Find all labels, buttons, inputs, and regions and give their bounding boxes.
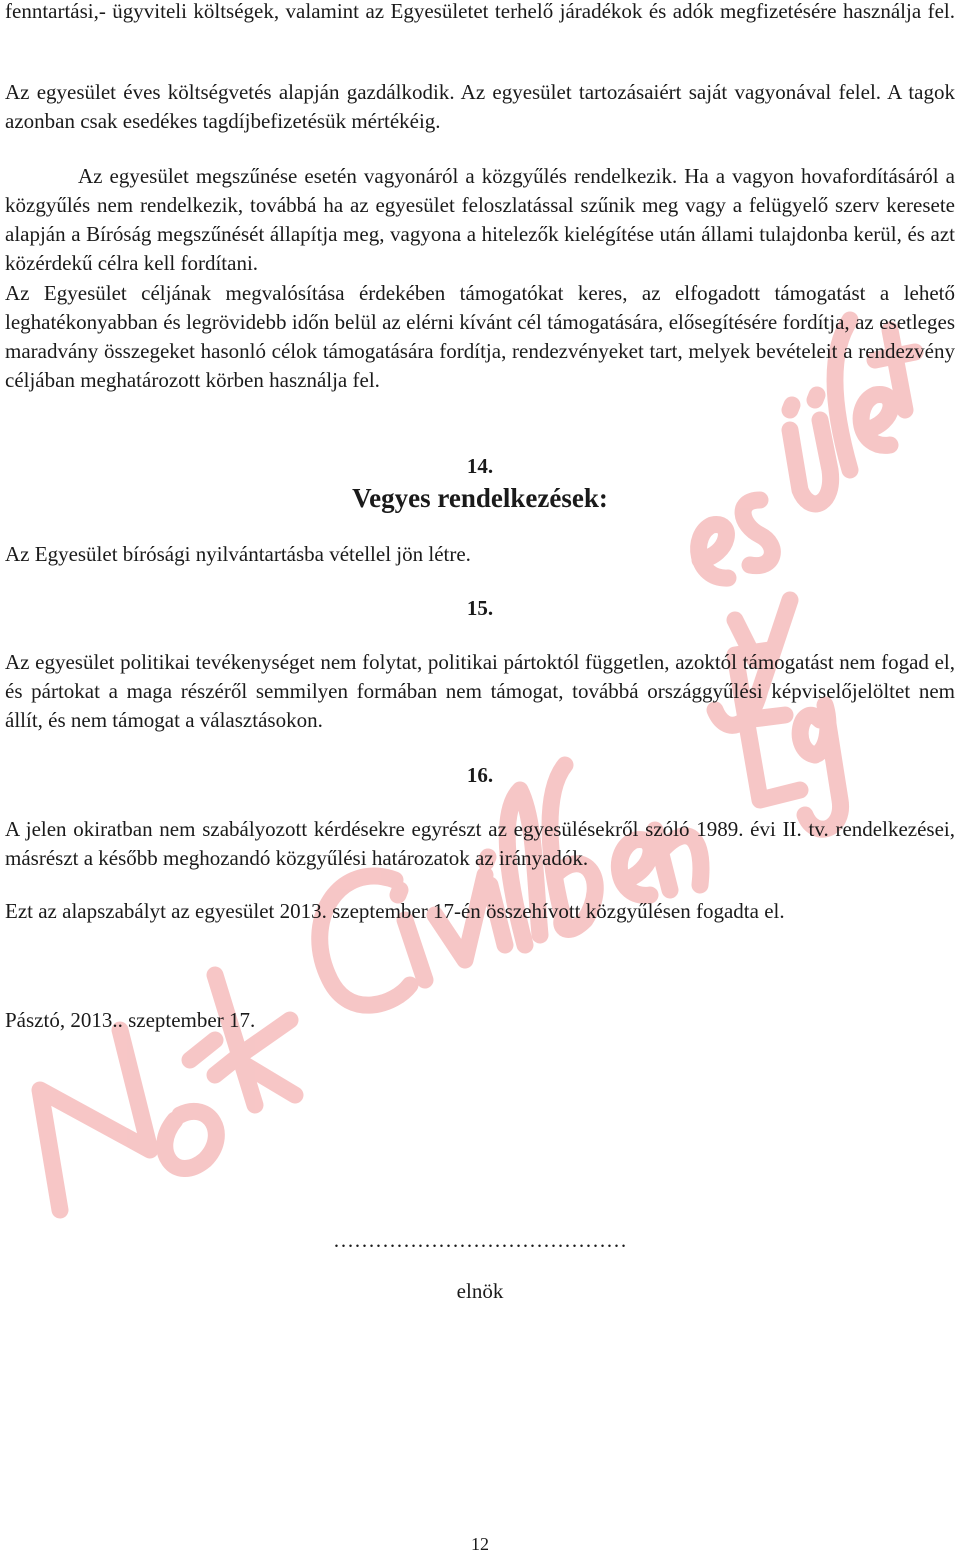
- section-number-14: 14.: [466, 454, 494, 478]
- section-title-miscellaneous: Vegyes rendelkezések:: [352, 483, 608, 513]
- paragraph-adoption: Ezt az alapszabályt az egyesület 2013. szeptember 17-én összehívott közgyűlésen fogadta el.: [5, 899, 785, 923]
- paragraph-dissolution: Az egyesület megszűnése esetén vagyonáról a közgyűlés rendelkezik. Ha a vagyon hovafordításáról a közgyűlés nem rendelkezik, továbbá ha az egyesület feloszlatással szűnik meg vagy a felügyelő szerv keresete alapján a Bíróság megszűnését állapítja meg, vagyona a hitelezők kielégítése után állami tulajdonba kerül, és azt közérdekű célra kell fordítani.: [5, 164, 955, 275]
- paragraph-sponsors: Az Egyesület céljának megvalósítása érdekében támogatókat keres, az elfogadott támogatást a lehető leghatékonyabban és legrövidebb időn belül az elérni kívánt cél támogatására, elősegítésére fordítja, az esetleges maradvány összegeket hasonló célok támogatására fordítja, rendezvényeket tart, melyek bevételeit a rendezvény céljában meghatározott körben használja fel.: [5, 281, 955, 392]
- paragraph-politics: Az egyesület politikai tevékenységet nem folytat, politikai pártoktól független, azoktól támogatást nem fogad el, és pártokat a maga részéről semmilyen formában nem támogat, továbbá országgyűlési képviselőjelöltet nem állít, és nem támogat a választásokon.: [5, 650, 955, 732]
- paragraph-governing-law: A jelen okiratban nem szabályozott kérdésekre egyrészt az egyesülésekről szóló 1989. évi II. tv. rendelkezései, másrészt a később meghozandó közgyűlési határozatok az irányadók.: [5, 817, 955, 870]
- signature-role: elnök: [456, 1279, 504, 1303]
- place-date: Pásztó, 2013.. szeptember 17.: [5, 1008, 256, 1032]
- page-number: 12: [471, 1534, 489, 1554]
- signature-line: ……………………………………: [333, 1228, 627, 1252]
- paragraph-expenses: fenntartási,- ügyviteli költségek, valamint az Egyesületet terhelő járadékok és adók megfizetésére használja fel.: [5, 0, 955, 23]
- paragraph-registration: Az Egyesület bírósági nyilvántartásba vétellel jön létre.: [5, 542, 471, 566]
- paragraph-budget: Az egyesület éves költségvetés alapján gazdálkodik. Az egyesület tartozásaiért saját vagyonával felel. A tagok azonban csak esedékes tagdíjbefizetésük mértékéig.: [5, 80, 955, 133]
- section-number-15: 15.: [466, 596, 494, 620]
- section-number-16: 16.: [466, 763, 494, 787]
